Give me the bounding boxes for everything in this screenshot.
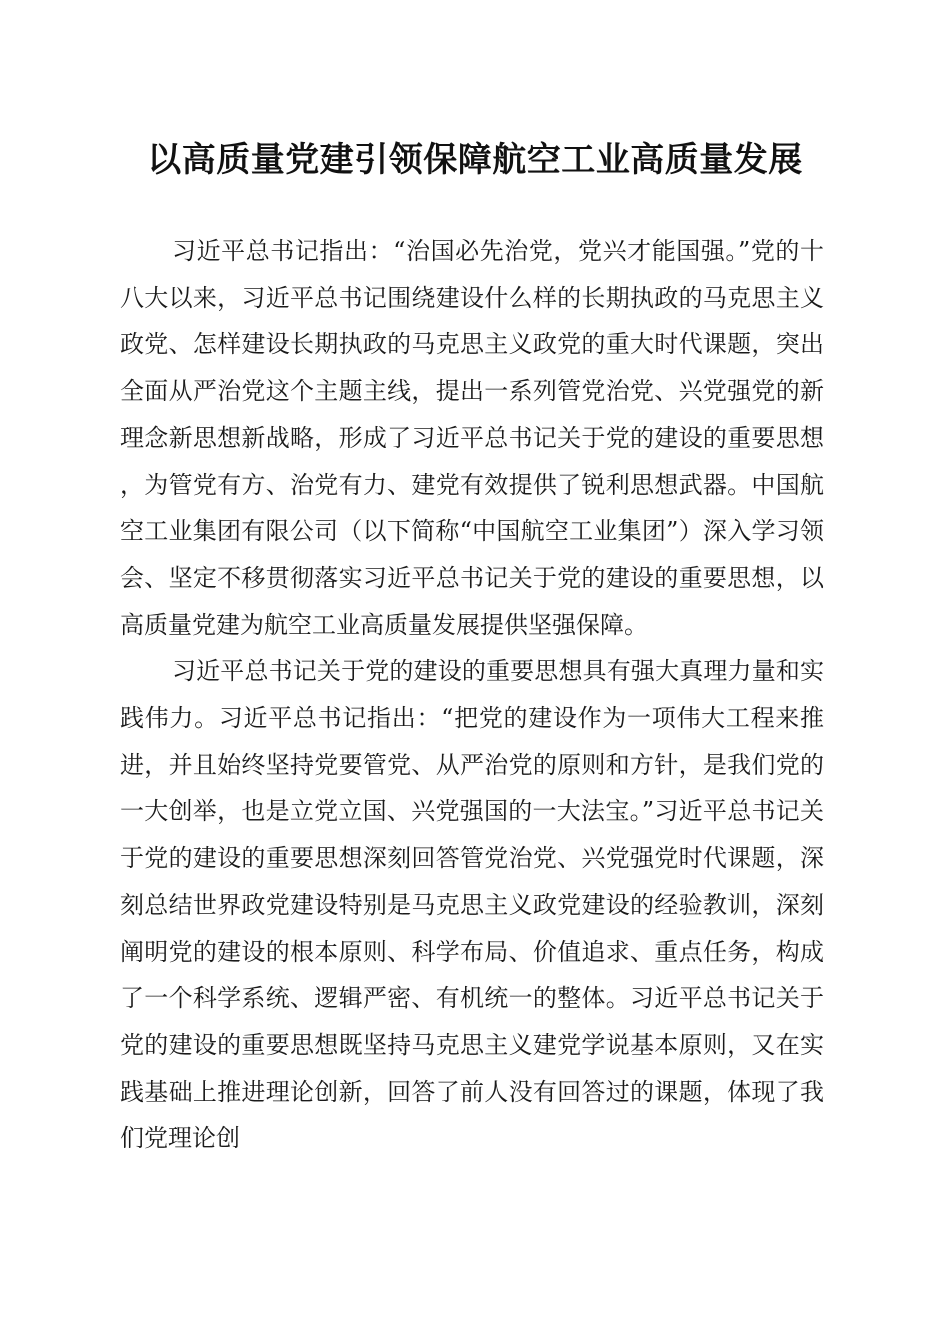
- document-title: 以高质量党建引领保障航空工业高质量发展: [147, 140, 803, 180]
- document-body: [120, 228, 824, 1162]
- paragraph-1: 习近平总书记指出：“治国必先治党，党兴才能国强。”党的十八大以来，习近平总书记围绕建设什么样的长期执政的马克思主义政党、怎样建设长期执政的马克思主义政党的重大时代课题，突出全面从严治党这个主题主线，提出一系列管党治党、兴党强党的新理念新思想新战略，形成了习近平总书记关于党的建设的重要思想，为管党有方、治党有力、建党有效提供了锐利思想武器。中国航空工业集团有限公司（以下简称“中国航空工业集团”）深入学习领会、坚定不移贯彻落实习近平总书记关于党的建设的重要思想，以高质量党建为航空工业高质量发展提供坚强保障。: [120, 237, 824, 639]
- paragraph-2: 习近平总书记关于党的建设的重要思想具有强大真理力量和实践伟力。习近平总书记指出：“把党的建设作为一项伟大工程来推进，并且始终坚持党要管党、从严治党的原则和方针，是我们党的一大创举，也是立党立国、兴党强国的一大法宝。”习近平总书记关于党的建设的重要思想深刻回答管党治党、兴党强党时代课题，深刻总结世界政党建设特别是马克思主义政党建设的经验教训，深刻阐明党的建设的根本原则、科学布局、价值追求、重点任务，构成了一个科学系统、逻辑严密、有机统一的整体。习近平总书记关于党的建设的重要思想既坚持马克思主义建党学说基本原则，又在实践基础上推进理论创新，回答了前人没有回答过的课题，体现了我们党理论创: [120, 657, 824, 1153]
